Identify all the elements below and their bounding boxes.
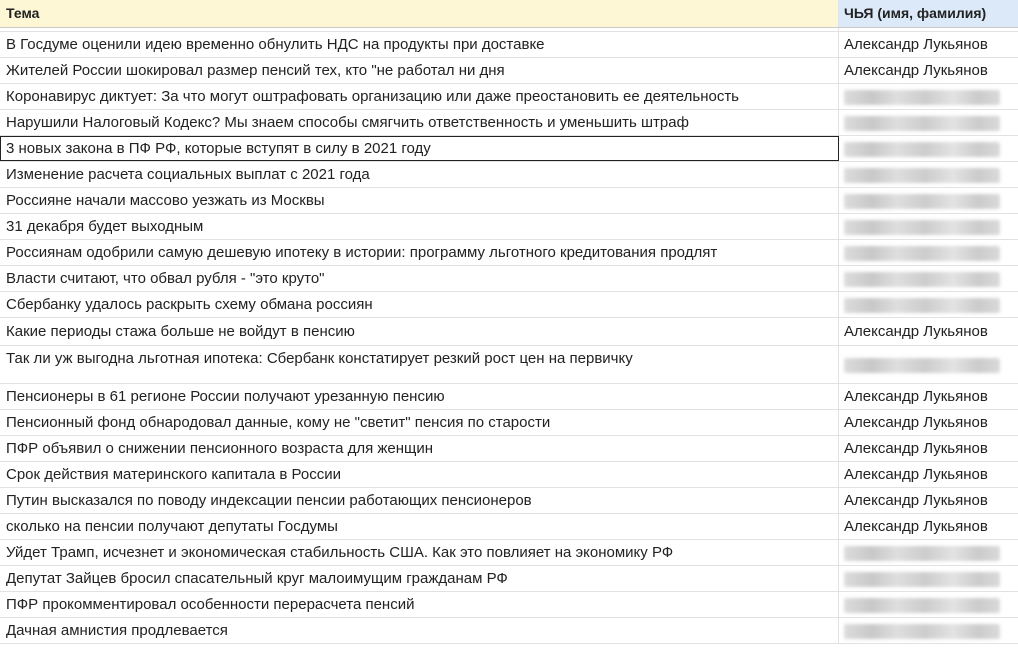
- redacted-author-blur: [844, 598, 1000, 613]
- redacted-author-blur: [844, 358, 1000, 373]
- cell-topic[interactable]: Нарушили Налоговый Кодекс? Мы знаем способы смягчить ответственность и уменьшить штраф: [0, 110, 839, 135]
- cell-author[interactable]: Александр Лукьянов: [844, 388, 988, 405]
- table-row: [0, 240, 1018, 266]
- cell-author[interactable]: [839, 162, 1018, 187]
- cell-author[interactable]: [839, 240, 1018, 265]
- cell-topic[interactable]: Путин высказался по поводу индексации пенсии работающих пенсионеров: [0, 488, 839, 513]
- header-cell-topic[interactable]: Тема: [0, 0, 839, 27]
- header-row: [0, 0, 1018, 28]
- cell-topic[interactable]: В Госдуме оценили идею временно обнулить НДС на продукты при доставке: [0, 32, 839, 57]
- cell-topic[interactable]: Пенсионеры в 61 регионе России получают урезанную пенсию: [0, 384, 839, 409]
- cell-author[interactable]: [839, 266, 1018, 291]
- cell-topic[interactable]: 3 новых закона в ПФ РФ, которые вступят в силу в 2021 году: [0, 136, 839, 161]
- cell-topic[interactable]: Россияне начали массово уезжать из Москвы: [0, 188, 839, 213]
- cell-author[interactable]: [839, 110, 1018, 135]
- redacted-author-blur: [844, 116, 1000, 131]
- cell-topic[interactable]: 31 декабря будет выходным: [0, 214, 839, 239]
- cell-topic[interactable]: сколько на пенсии получают депутаты Госдумы: [0, 514, 839, 539]
- redacted-author-blur: [844, 142, 1000, 157]
- cell-author[interactable]: [839, 566, 1018, 591]
- cell-author[interactable]: Александр Лукьянов: [844, 440, 988, 457]
- cell-topic[interactable]: Какие периоды стажа больше не войдут в пенсию: [0, 318, 839, 345]
- redacted-author-blur: [844, 572, 1000, 587]
- table-row: [0, 266, 1018, 292]
- cell-topic[interactable]: ПФР объявил о снижении пенсионного возраста для женщин: [0, 436, 839, 461]
- table-row: [0, 32, 1018, 58]
- table-row: [0, 84, 1018, 110]
- table-row: [0, 214, 1018, 240]
- cell-author[interactable]: Александр Лукьянов: [844, 466, 988, 483]
- redacted-author-blur: [844, 168, 1000, 183]
- table-row: [0, 514, 1018, 540]
- redacted-author-blur: [844, 90, 1000, 105]
- cell-author[interactable]: [839, 346, 1018, 383]
- cell-author[interactable]: [839, 84, 1018, 109]
- table-row: [0, 188, 1018, 214]
- table-row: [0, 488, 1018, 514]
- table-row: [0, 292, 1018, 318]
- cell-topic[interactable]: Коронавирус диктует: За что могут оштрафовать организацию или даже преостановить ее деятельность: [0, 84, 839, 109]
- cell-author[interactable]: Александр Лукьянов: [844, 492, 988, 509]
- table-row: [0, 618, 1018, 644]
- redacted-author-blur: [844, 624, 1000, 639]
- cell-author[interactable]: Александр Лукьянов: [844, 62, 988, 79]
- cell-author[interactable]: [839, 188, 1018, 213]
- cell-author[interactable]: [839, 214, 1018, 239]
- redacted-author-blur: [844, 246, 1000, 261]
- cell-topic[interactable]: Россиянам одобрили самую дешевую ипотеку в истории: программу льготного кредитования продлят: [0, 240, 839, 265]
- redacted-author-blur: [844, 298, 1000, 313]
- cell-author[interactable]: Александр Лукьянов: [844, 414, 988, 431]
- redacted-author-blur: [844, 220, 1000, 235]
- cell-topic[interactable]: Пенсионный фонд обнародовал данные, кому не "светит" пенсия по старости: [0, 410, 839, 435]
- table-row: [0, 346, 1018, 384]
- cell-topic[interactable]: Изменение расчета социальных выплат с 2021 года: [0, 162, 839, 187]
- redacted-author-blur: [844, 272, 1000, 287]
- cell-author[interactable]: Александр Лукьянов: [844, 323, 988, 340]
- table-row: [0, 566, 1018, 592]
- cell-topic[interactable]: ПФР прокомментировал особенности перерасчета пенсий: [0, 592, 839, 617]
- redacted-author-blur: [844, 546, 1000, 561]
- table-row: [0, 318, 1018, 346]
- table-row: [0, 58, 1018, 84]
- cell-author[interactable]: Александр Лукьянов: [844, 36, 988, 53]
- table-row: [0, 162, 1018, 188]
- cell-author[interactable]: [839, 540, 1018, 565]
- cell-author[interactable]: Александр Лукьянов: [844, 518, 988, 535]
- header-cell-author[interactable]: ЧЬЯ (имя, фамилия): [839, 0, 1018, 27]
- table-row: [0, 436, 1018, 462]
- cell-topic[interactable]: Дачная амнистия продлевается: [0, 618, 839, 643]
- cell-author[interactable]: [839, 618, 1018, 643]
- cell-topic[interactable]: Сбербанку удалось раскрыть схему обмана россиян: [0, 292, 839, 317]
- cell-author[interactable]: [839, 292, 1018, 317]
- cell-author[interactable]: [839, 136, 1018, 161]
- table-row: [0, 110, 1018, 136]
- cell-topic[interactable]: Власти считают, что обвал рубля - "это круто": [0, 266, 839, 291]
- cell-author[interactable]: [839, 592, 1018, 617]
- table-row: [0, 136, 1018, 162]
- cell-topic[interactable]: Уйдет Трамп, исчезнет и экономическая стабильность США. Как это повлияет на экономику РФ: [0, 540, 839, 565]
- table-row: [0, 462, 1018, 488]
- table-row: [0, 410, 1018, 436]
- cell-topic[interactable]: Срок действия материнского капитала в России: [0, 462, 839, 487]
- table-row: [0, 592, 1018, 618]
- redacted-author-blur: [844, 194, 1000, 209]
- cell-topic[interactable]: Так ли уж выгодна льготная ипотека: Сбербанк констатирует резкий рост цен на первичку: [0, 346, 839, 383]
- table-row: [0, 540, 1018, 566]
- cell-topic[interactable]: Жителей России шокировал размер пенсий тех, кто "не работал ни дня: [0, 58, 839, 83]
- cell-topic[interactable]: Депутат Зайцев бросил спасательный круг малоимущим гражданам РФ: [0, 566, 839, 591]
- table-row: [0, 384, 1018, 410]
